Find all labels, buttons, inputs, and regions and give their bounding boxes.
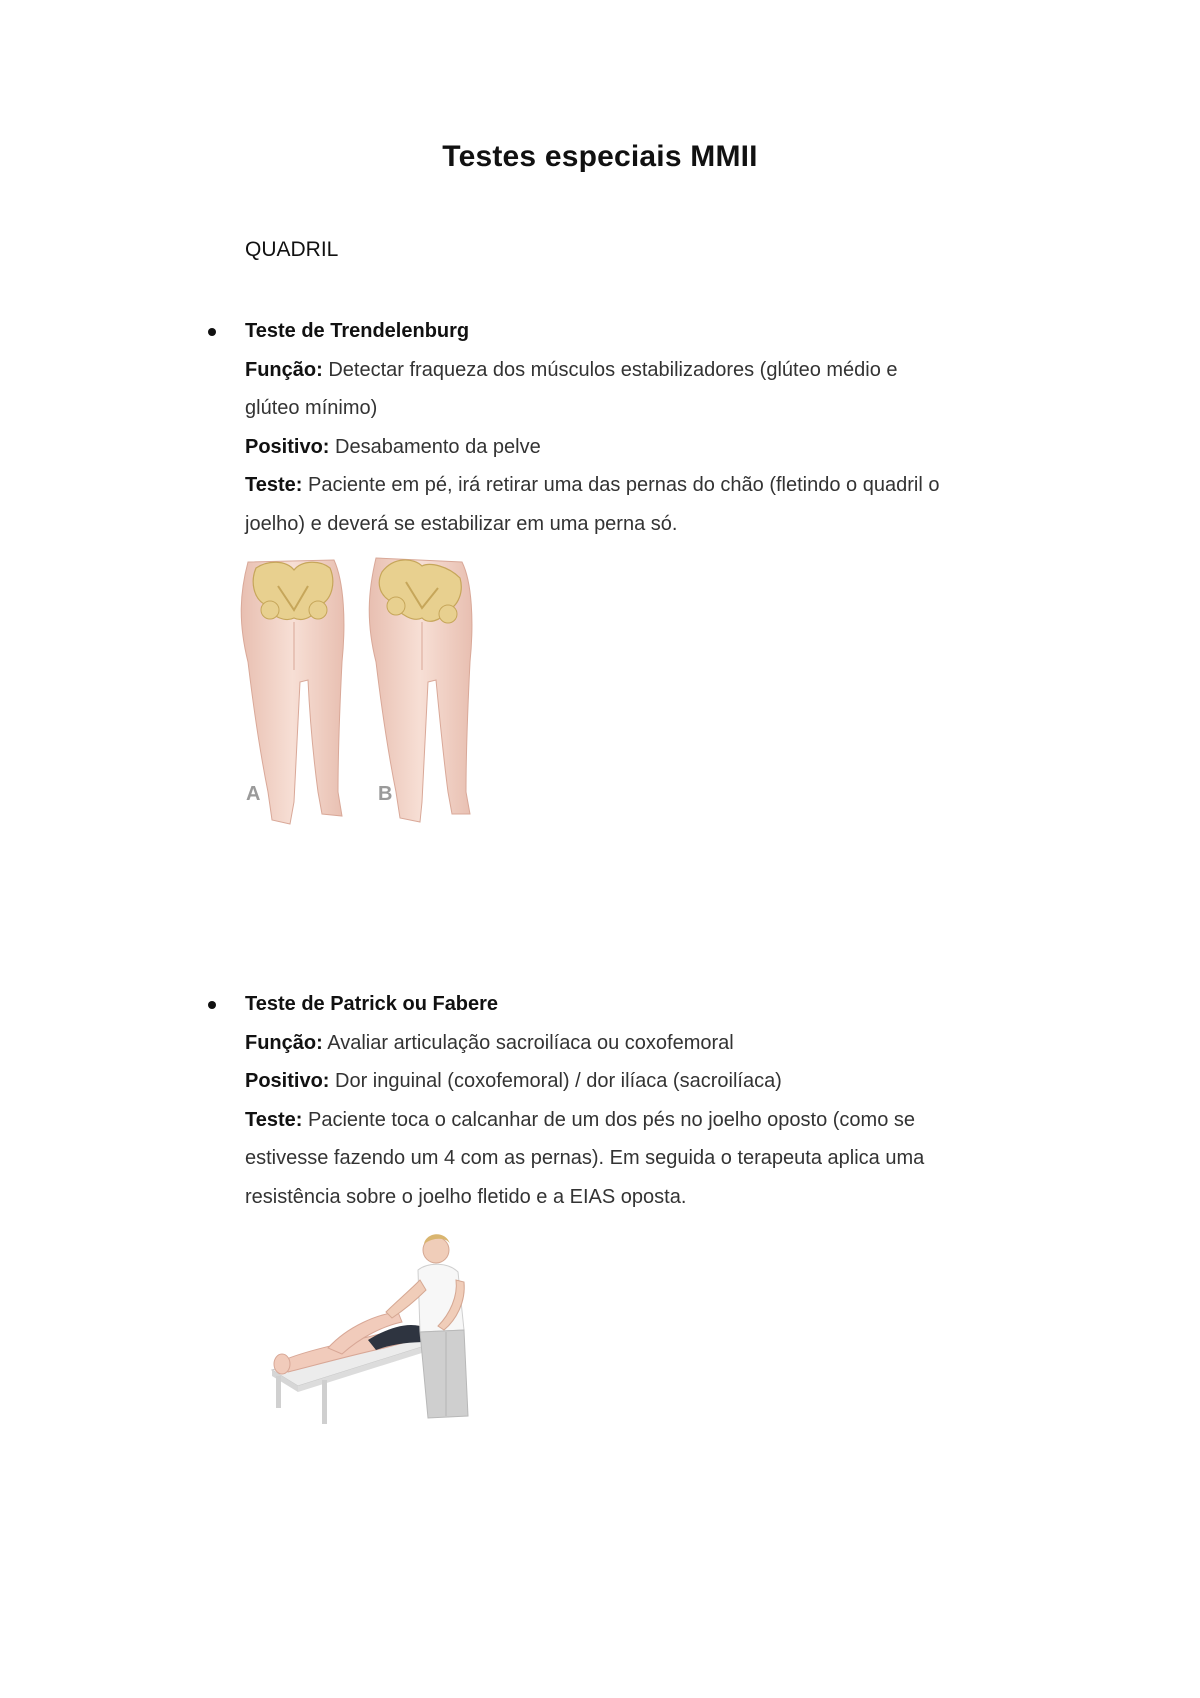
trendelenburg-illustration <box>238 552 488 832</box>
test-funcao <box>245 1024 1035 1063</box>
figure-label-b: B <box>378 783 393 805</box>
therapist-figure <box>386 1234 468 1418</box>
test-title: Teste de Trendelenburg <box>245 320 470 342</box>
test-funcao-continued: glúteo mínimo) <box>245 397 378 419</box>
test-teste-continued: estivesse fazendo um 4 com as pernas). Em seguida o terapeuta aplica uma <box>245 1147 925 1169</box>
test-trendelenburg <box>245 312 1035 543</box>
document-title: Testes especiais MMII <box>442 140 758 173</box>
test-title: Teste de Patrick ou Fabere <box>245 993 499 1015</box>
test-teste <box>245 466 1035 505</box>
teste-label: Teste: <box>245 474 303 496</box>
test-teste-continued: resistência sobre o joelho fletido e a EIAS oposta. <box>245 1185 687 1208</box>
test-funcao <box>245 351 1035 390</box>
funcao-text: Avaliar articulação sacroilíaca ou coxofemoral <box>322 1031 734 1054</box>
test-positivo <box>245 1062 1035 1101</box>
bullet-icon <box>208 328 216 336</box>
bullet-icon <box>208 1001 216 1009</box>
funcao-label: Função: <box>245 1031 323 1054</box>
test-positivo <box>245 428 1035 467</box>
test-patrick-fabere <box>245 985 1035 1216</box>
teste-label: Teste: <box>245 1108 303 1131</box>
positivo-label: Positivo: <box>245 435 330 458</box>
positivo-label: Positivo: <box>245 1070 330 1092</box>
positivo-text: Desabamento da pelve <box>329 435 541 458</box>
teste-text: Paciente toca o calcanhar de um dos pés no joelho oposto (como se <box>302 1108 916 1131</box>
positivo-text: Dor inguinal (coxofemoral) / dor ilíaca (sacroilíaca) <box>329 1070 782 1092</box>
teste-text: Paciente em pé, irá retirar uma das pernas do chão (fletindo o quadril o <box>302 474 940 496</box>
funcao-text: Detectar fraqueza dos músculos estabilizadores (glúteo médio e <box>322 358 898 381</box>
test-teste <box>245 1101 1035 1140</box>
test-teste-continued: joelho) e deverá se estabilizar em uma perna só. <box>245 512 678 535</box>
section-heading-quadril: QUADRIL <box>245 238 339 261</box>
funcao-label: Função: <box>245 358 323 381</box>
figure-label-a: A <box>246 783 261 805</box>
patrick-test-illustration <box>268 1230 498 1430</box>
